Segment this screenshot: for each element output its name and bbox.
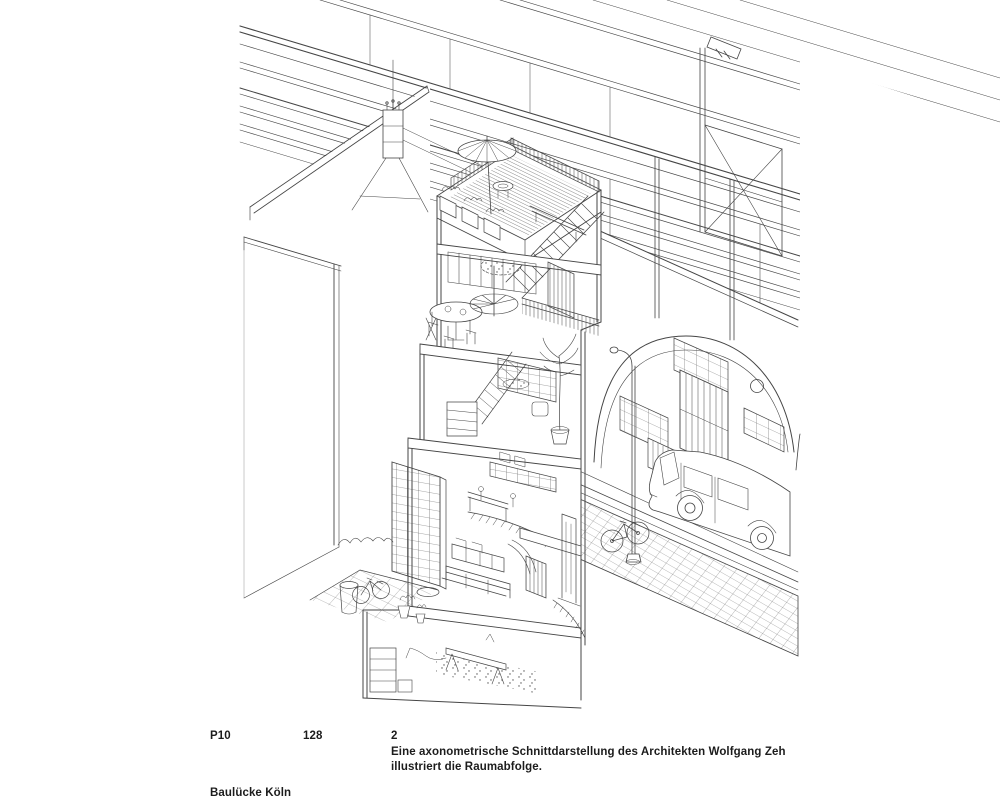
van-wheel: [678, 496, 703, 521]
figure-caption: [391, 745, 786, 775]
low-shelf: [447, 402, 477, 436]
basement-shelf: [370, 648, 396, 692]
figure-number: 2: [391, 730, 398, 742]
caption-line-2: illustriert die Raumabfolge.: [391, 761, 543, 773]
caption-line-1: Eine axonometrische Schnittdarstellung des Architekten Wolfgang Zeh: [391, 746, 786, 758]
catenary-mast: [700, 37, 782, 256]
small-rug: [503, 379, 529, 389]
x-bracing: [705, 125, 782, 256]
plate-label: P10: [210, 730, 231, 742]
van-wheel: [751, 527, 774, 550]
project-title: Baulücke Köln: [210, 787, 292, 799]
page-number: 128: [303, 730, 323, 742]
library-bookshelf: [392, 462, 446, 589]
